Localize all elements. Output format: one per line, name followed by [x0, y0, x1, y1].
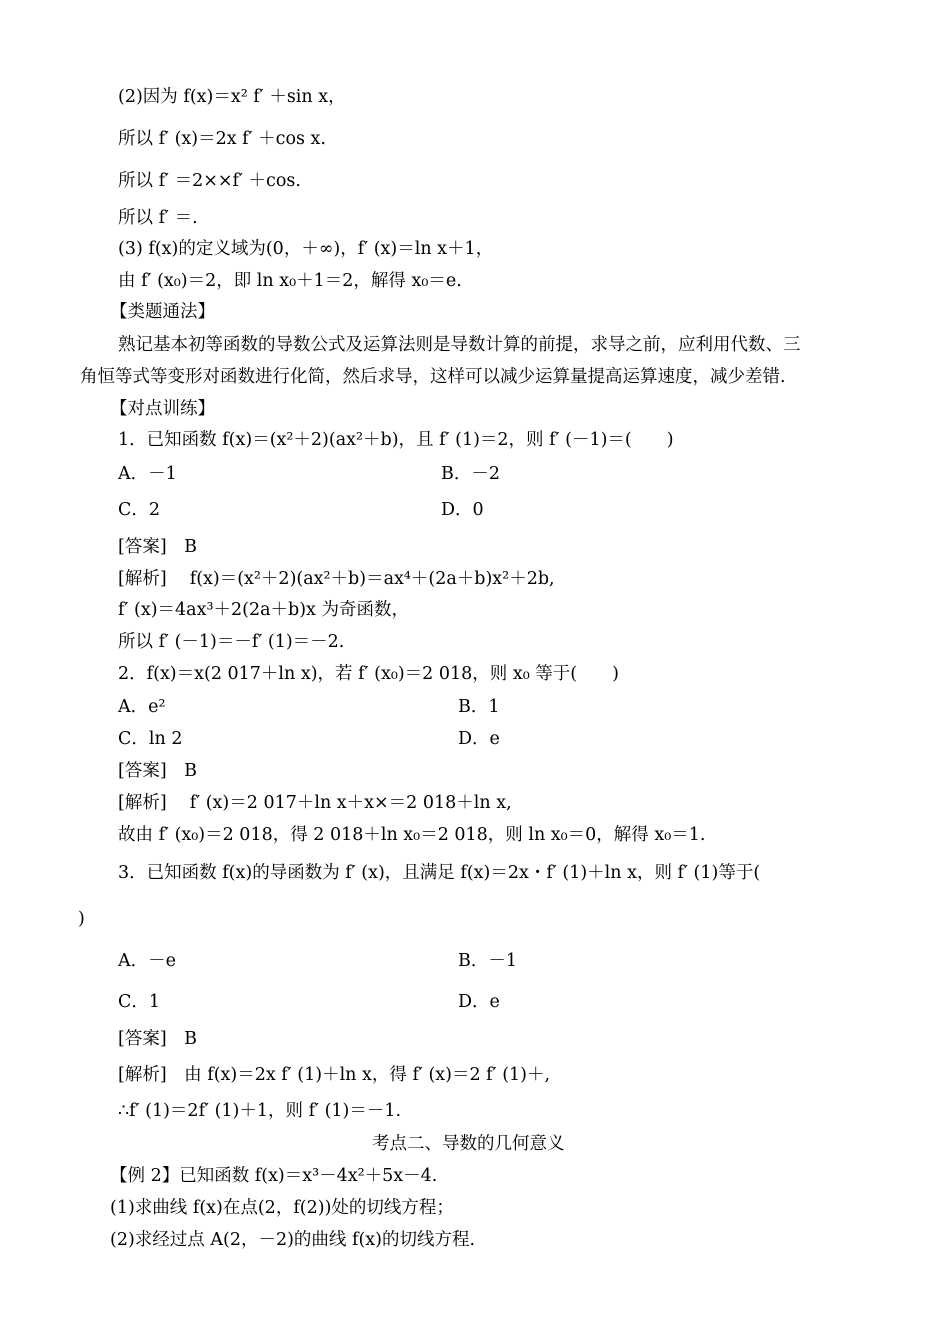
option-a: A．－1 [118, 464, 177, 484]
option-d: D．e [458, 729, 500, 749]
answer-line: [答案] B [118, 761, 198, 781]
option-c: C．1 [118, 992, 161, 1012]
option-c: C．ln 2 [118, 729, 183, 749]
text-line: 所以 f′ (x)＝2x f′ ＋cos x. [118, 129, 326, 149]
question-2: 2．f(x)＝x(2 017＋ln x)，若 f′ (x₀)＝2 018，则 x₀ 等于( ) [118, 664, 619, 684]
question-3: 3．已知函数 f(x)的导函数为 f′ (x)，且满足 f(x)＝2x・f′ (1)＋ln x，则 f′ (1)等于( [118, 863, 761, 883]
paragraph-line: 熟记基本初等函数的导数公式及运算法则是导数计算的前提，求导之前，应利用代数、三 [118, 335, 801, 355]
analysis-line: 故由 f′ (x₀)＝2 018，得 2 018＋ln x₀＝2 018，则 ln x₀＝0，解得 x₀＝1. [118, 825, 706, 845]
paragraph-line: 角恒等式等变形对函数进行化简，然后求导，这样可以减少运算量提高运算速度，减少差错. [80, 367, 786, 387]
option-c: C．2 [118, 500, 161, 520]
analysis-line: [解析] f(x)＝(x²＋2)(ax²＋b)＝ax⁴＋(2a＋b)x²＋2b, [118, 569, 555, 589]
analysis-line: 所以 f′ (－1)＝－f′ (1)＝－2. [118, 632, 345, 652]
analysis-line: f′ (x)＝4ax³＋2(2a＋b)x 为奇函数， [118, 600, 409, 620]
answer-line: [答案] B [118, 537, 198, 557]
option-d: D．e [458, 992, 500, 1012]
option-b: B．－2 [441, 464, 500, 484]
text-line: 所以 f′ ＝. [118, 208, 198, 228]
option-b: B．1 [458, 697, 500, 717]
text-line: 所以 f′ ＝2××f′ ＋cos. [118, 171, 301, 191]
option-a: A．－e [118, 951, 176, 971]
section-heading: 【对点训练】 [110, 399, 215, 419]
text-line: (3) f(x)的定义域为(0，＋∞)，f′ (x)＝ln x＋1， [118, 239, 494, 259]
example-heading: 【例 2】已知函数 f(x)＝x³－4x²＋5x－4. [110, 1166, 438, 1186]
analysis-line: [解析] f′ (x)＝2 017＋ln x＋x×＝2 018＋ln x, [118, 793, 512, 813]
option-a: A．e² [118, 697, 166, 717]
option-d: D．0 [441, 500, 484, 520]
example-part: (2)求经过点 A(2，－2)的曲线 f(x)的切线方程. [110, 1230, 476, 1250]
answer-line: [答案] B [118, 1029, 198, 1049]
analysis-line: ∴f′ (1)＝2f′ (1)＋1，则 f′ (1)＝－1. [118, 1101, 402, 1121]
analysis-line: [解析] 由 f(x)＝2x f′ (1)＋ln x，得 f′ (x)＝2 f′ (1)＋, [118, 1065, 551, 1085]
section-heading: 【类题通法】 [110, 302, 215, 322]
example-part: (1)求曲线 f(x)在点(2，f(2))处的切线方程； [110, 1198, 454, 1218]
text-line: 由 f′ (x₀)＝2，即 ln x₀＋1＝2，解得 x₀＝e. [118, 271, 462, 291]
question-3-end: ) [78, 909, 85, 929]
question-1: 1．已知函数 f(x)＝(x²＋2)(ax²＋b)，且 f′ (1)＝2，则 f′ (－1)＝( ) [118, 430, 674, 450]
text-line: (2)因为 f(x)＝x² f′ ＋sin x， [118, 87, 346, 107]
section-title: 考点二、导数的几何意义 [372, 1134, 565, 1154]
option-b: B．－1 [458, 951, 517, 971]
